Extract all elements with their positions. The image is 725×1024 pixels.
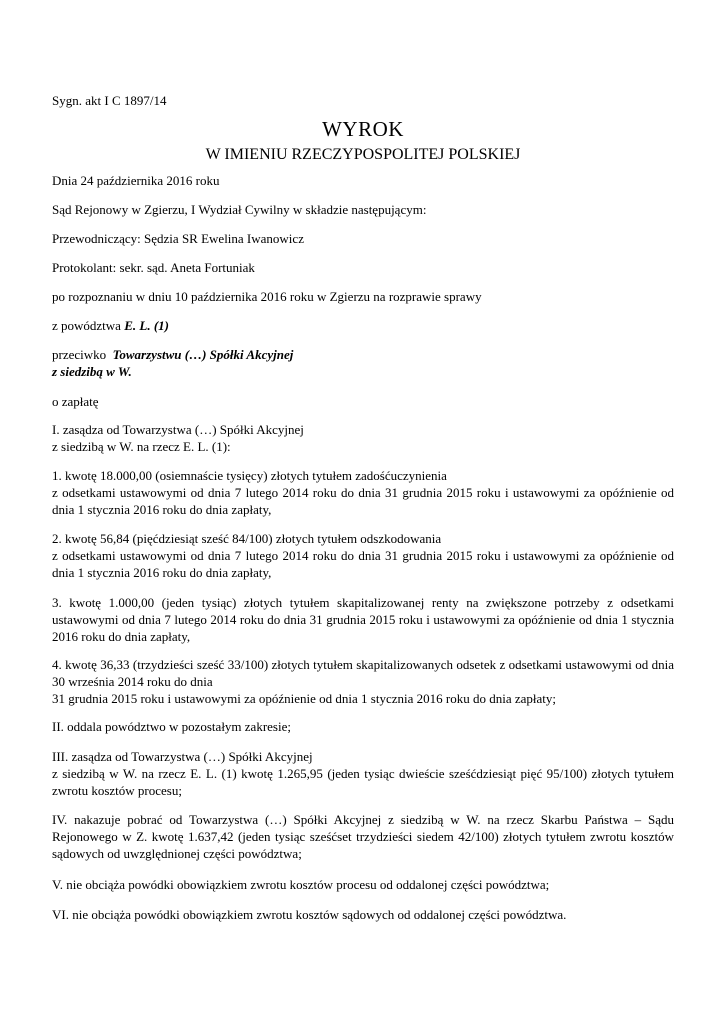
ruling-1-header: [52, 421, 674, 455]
claimant-prefix: z powództwa: [52, 318, 121, 333]
ruling-1-line1: I. zasądza od Towarzystwa (…) Spółki Akcyjnej: [52, 422, 304, 437]
ruling-3-rest: z siedzibą w W. na rzecz E. L. (1) kwotę 1.265,95 (jeden tysiąc dwieście sześćdziesiąt pięć 95/100) złotych tytułem zwrotu kosztów procesu;: [52, 766, 674, 798]
court-clerk: Protokolant: sekr. sąd. Aneta Fortuniak: [52, 260, 255, 275]
item-1-rest: z odsetkami ustawowymi od dnia 7 lutego 2014 roku do dnia 31 grudnia 2015 roku i ustawowymi za opóźnienie od dnia 1 stycznia 2016 roku do dnia zapłaty,: [52, 485, 674, 517]
document-title: WYROK: [322, 117, 404, 141]
presiding-judge: Przewodniczący: Sędzia SR Ewelina Iwanowicz: [52, 231, 304, 246]
document-subtitle: W IMIENIU RZECZYPOSPOLITEJ POLSKIEJ: [205, 146, 521, 163]
ruling-3-line1: III. zasądza od Towarzystwa (…) Spółki Akcyjnej: [52, 749, 313, 764]
ruling-3: [52, 748, 674, 799]
ruling-1-item-3: 3. kwotę 1.000,00 (jeden tysiąc) złotych tytułem skapitalizowanej renty na zwiększone potrzeby z odsetkami ustawowymi od dnia 7 lutego 2014 roku do dnia 31 grudnia 2015 roku i ustawowymi za opóźnienie od dnia 1 stycznia 2016 roku do dnia zapłaty,: [52, 595, 674, 644]
item-4-part1: 4. kwotę 36,33 (trzydzieści sześć 33/100) złotych tytułem skapitalizowanych odsetek z odsetkami ustawowymi od dnia 30 września 2014 roku do dnia: [52, 657, 674, 689]
ruling-1-line2: z siedzibą w W. na rzecz E. L. (1):: [52, 439, 231, 454]
item-1-line1: 1. kwotę 18.000,00 (osiemnaście tysięcy) złotych tytułem zadośćuczynienia: [52, 468, 447, 483]
claimant-line: [52, 317, 674, 334]
ruling-1-item-2: [52, 530, 674, 581]
ruling-4: IV. nakazuje pobrać od Towarzystwa (…) Spółki Akcyjnej z siedzibą w W. na rzecz Skarbu Państwa – Sądu Rejonowego w Z. kwotę 1.637,42 (jeden tysiąc sześćset trzydzieści siedem 42/100) złotych tytułem zwrotu kosztów sądowych od uwzględnionej części powództwa;: [52, 812, 674, 861]
defendant-seat: z siedzibą w W.: [52, 364, 132, 379]
ruling-2: II. oddala powództwo w pozostałym zakresie;: [52, 719, 291, 734]
case-reference: [52, 92, 674, 109]
claimant-name: E. L. (1): [124, 318, 169, 333]
defendant-prefix: przeciwko: [52, 347, 107, 362]
case-ref-text: Sygn. akt I C 1897/14: [52, 93, 167, 108]
ruling-5: V. nie obciąża powódki obowiązkiem zwrotu kosztów procesu od oddalonej części powództwa;: [52, 877, 550, 892]
ruling-1-item-4: [52, 656, 674, 707]
judgment-date: Dnia 24 października 2016 roku: [52, 173, 220, 188]
defendant-block: [52, 346, 674, 380]
ruling-6: VI. nie obciąża powódki obowiązkiem zwrotu kosztów sądowych od oddalonej części powództwa.: [52, 907, 567, 922]
court-composition: Sąd Rejonowy w Zgierzu, I Wydział Cywilny w składzie następującym:: [52, 202, 427, 217]
case-subject: o zapłatę: [52, 394, 99, 409]
ruling-1-item-1: [52, 467, 674, 518]
item-2-line1: 2. kwotę 56,84 (pięćdziesiąt sześć 84/100) złotych tytułem odszkodowania: [52, 531, 442, 546]
defendant-name: Towarzystwu (…) Spółki Akcyjnej: [112, 347, 294, 362]
item-4-part2: 31 grudnia 2015 roku i ustawowymi za opóźnienie od dnia 1 stycznia 2016 roku do dnia zapłaty;: [52, 691, 556, 706]
item-2-rest: z odsetkami ustawowymi od dnia 7 lutego 2014 roku do dnia 31 grudnia 2015 roku i ustawowymi za opóźnienie od dnia 1 stycznia 2016 roku do dnia zapłaty,: [52, 548, 674, 580]
hearing-info: po rozpoznaniu w dniu 10 października 2016 roku w Zgierzu na rozprawie sprawy: [52, 289, 482, 304]
